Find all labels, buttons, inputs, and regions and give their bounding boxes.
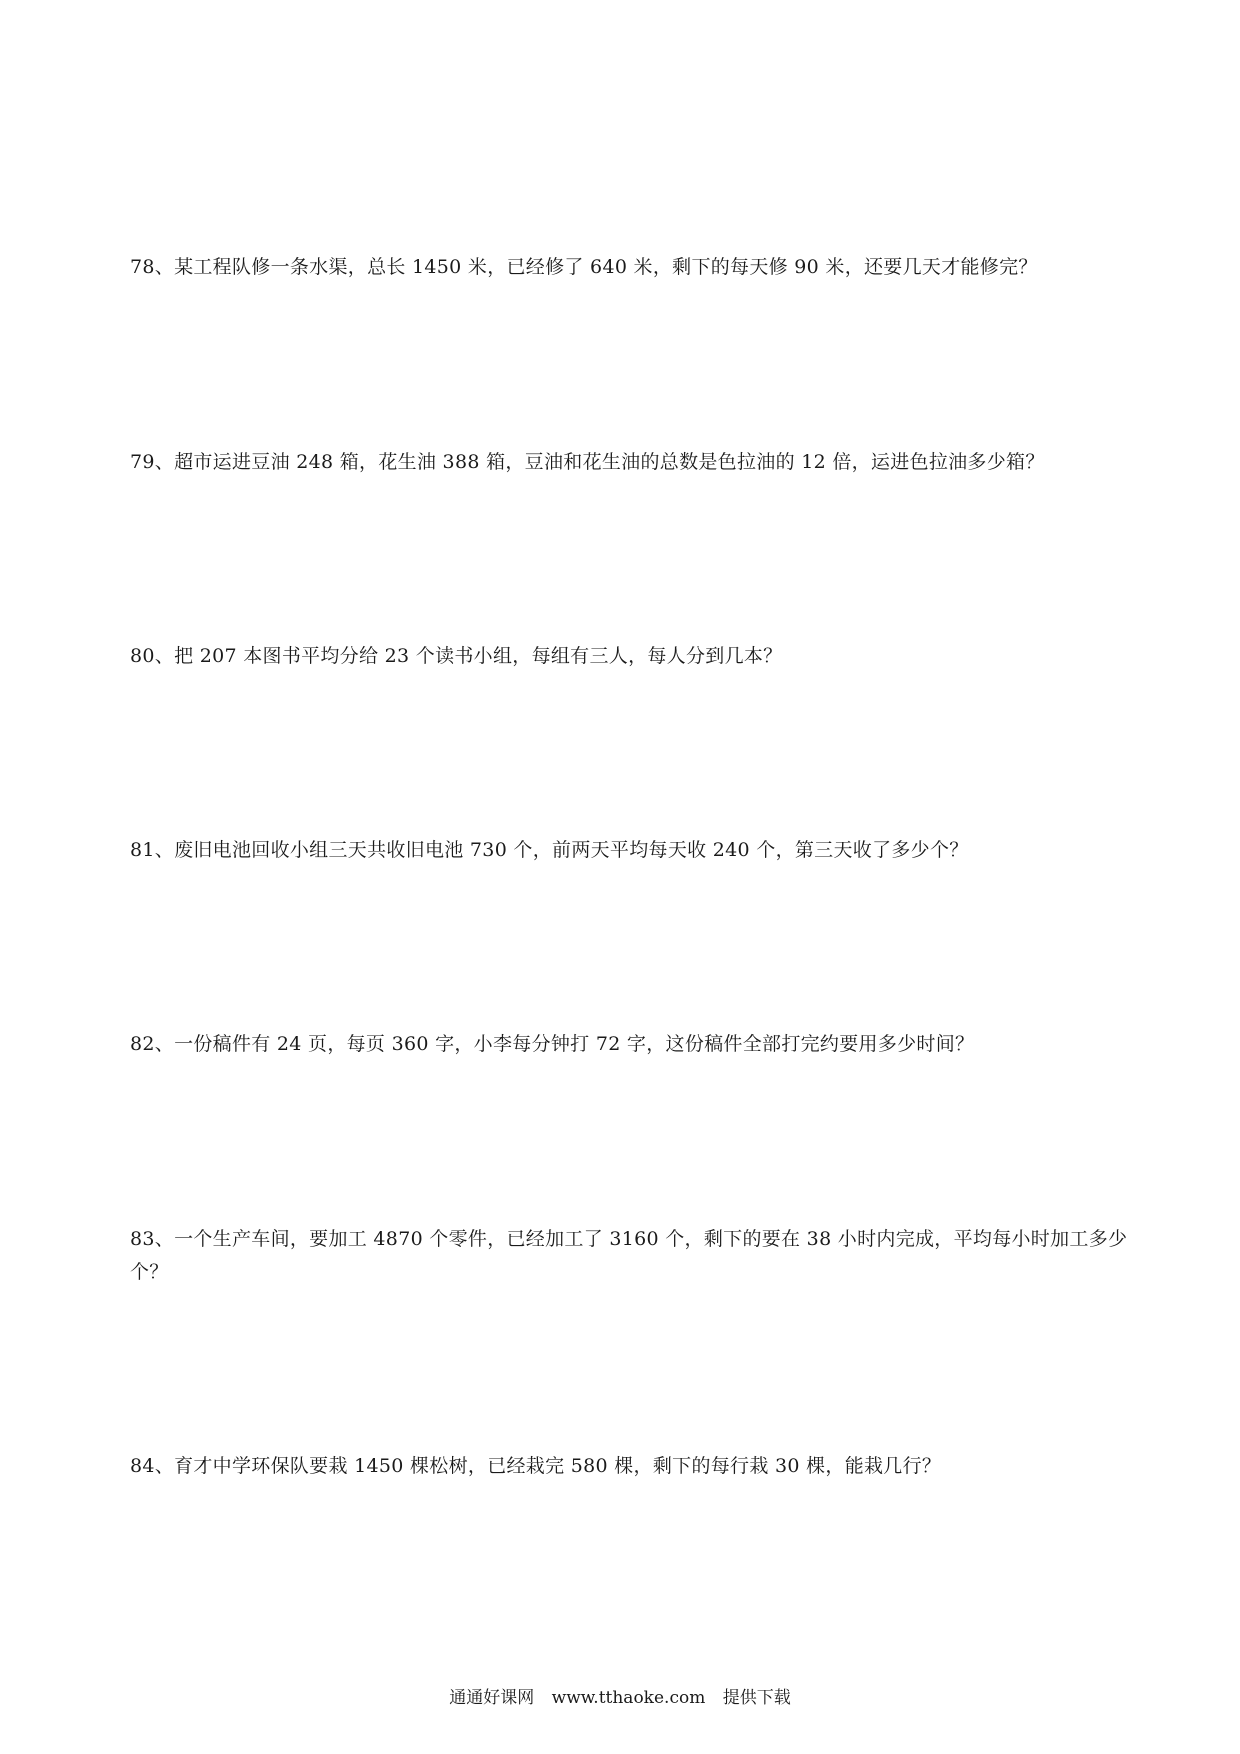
footer-suffix: 提供下载	[722, 1688, 791, 1708]
problem-text: 一份稿件有 24 页，每页 360 字，小李每分钟打 72 字，这份稿件全部打完约要用多少时间？	[174, 1033, 975, 1055]
problem-number: 83、	[130, 1228, 175, 1250]
problem-number: 82、	[130, 1033, 175, 1055]
problem-text: 废旧电池回收小组三天共收旧电池 730 个，前两天平均每天收 240 个，第三天收了多少个？	[174, 839, 969, 861]
footer-site-name: 通通好课网	[449, 1688, 535, 1708]
problem-text: 某工程队修一条水渠，总长 1450 米，已经修了 640 米，剩下的每天修 90 米，还要几天才能修完？	[174, 256, 1038, 278]
problem-text: 育才中学环保队要栽 1450 棵松树，已经栽完 580 棵，剩下的每行栽 30 棵，能栽几行？	[174, 1455, 942, 1477]
problem-number: 84、	[130, 1455, 175, 1477]
problem-79	[130, 446, 1130, 479]
problem-number: 81、	[130, 839, 175, 861]
problem-84	[130, 1450, 1130, 1483]
problem-text: 把 207 本图书平均分给 23 个读书小组，每组有三人，每人分到几本？	[174, 645, 783, 667]
problem-78	[130, 251, 1130, 284]
problem-83	[130, 1223, 1130, 1289]
problem-number: 80、	[130, 645, 175, 667]
problem-number: 79、	[130, 451, 175, 473]
problem-81	[130, 834, 1130, 867]
footer-url: www.tthaoke.com	[551, 1688, 706, 1708]
problem-80	[130, 640, 1130, 673]
page-footer	[0, 1683, 1240, 1708]
problem-text: 一个生产车间，要加工 4870 个零件，已经加工了 3160 个，剩下的要在 38 小时内完成，平均每小时加工多少个？	[130, 1228, 1128, 1283]
problem-text: 超市运进豆油 248 箱，花生油 388 箱，豆油和花生油的总数是色拉油的 12 倍，运进色拉油多少箱？	[174, 451, 1045, 473]
problem-82	[130, 1028, 1130, 1061]
problem-number: 78、	[130, 256, 175, 278]
